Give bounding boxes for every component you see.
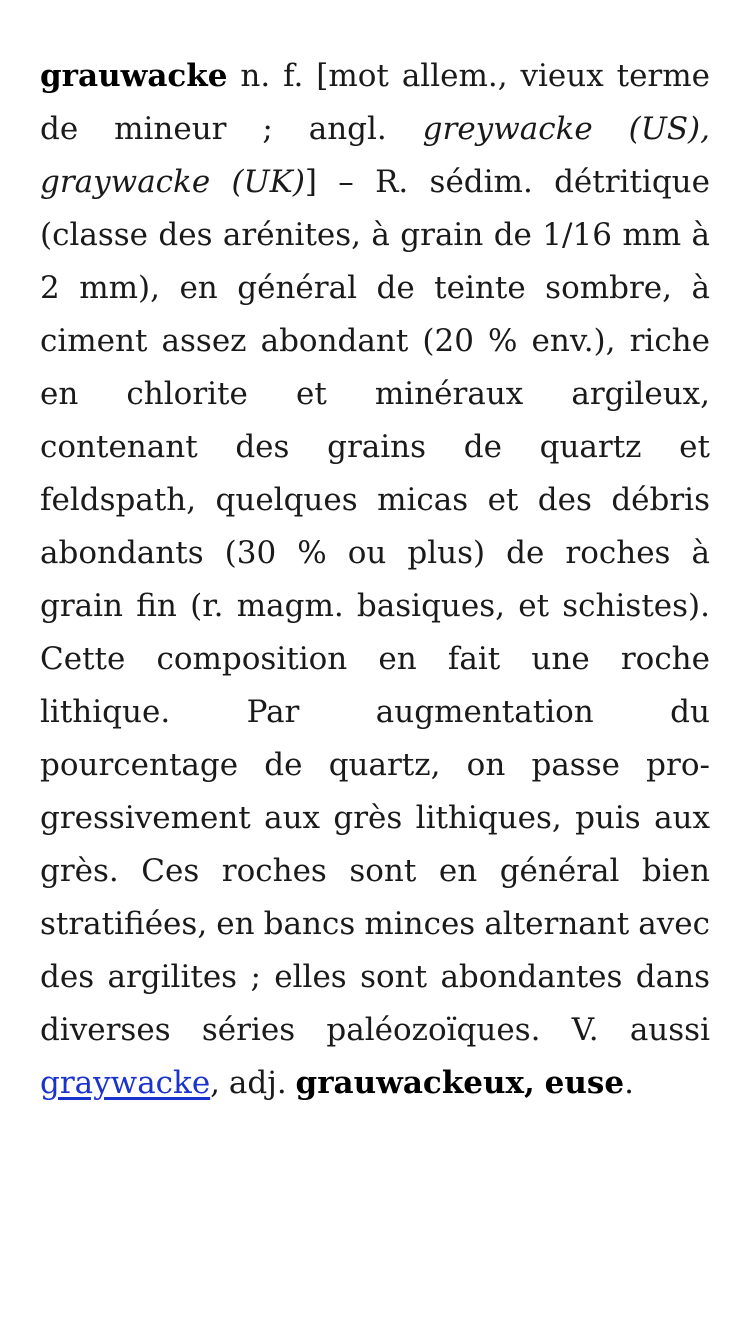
entry-english-forms: greywacke (US), graywacke (UK) xyxy=(40,111,710,200)
entry-adj-intro: , adj. xyxy=(210,1065,296,1101)
entry-derived-form: grauwackeux, euse xyxy=(295,1065,625,1101)
entry-definition: – R. sédim. détritique (classe des arénites, à grain de 1/16 mm à 2 mm), en général de teinte sombre, à ciment assez abondant (20 % env.), riche en chlorite et minéraux argileux, contenant des grains de quartz et feldspath, quelques micas et des débris abondants (30 % ou plus) de roches à grain fin (r. magm. basiques, et schistes). Cette composition en fait une roche lithique. Par augmentation du pourcentage de quartz, on passe progressivement aux grès lithiques, puis aux grès. Ces roches sont en général bien stratifiées, en bancs minces alternant avec des argilites ; elles sont abondantes dans diverses séries paléozoïques. V. aussi xyxy=(40,164,710,1048)
entry-bracket-close: ] xyxy=(304,164,318,200)
see-also-link[interactable]: graywacke xyxy=(40,1065,211,1101)
entry-grammar: n. f. [mot allem., vieux terme de mineur ; angl. xyxy=(40,58,710,147)
entry-final-period: . xyxy=(624,1065,634,1101)
entry-headword: grauwacke xyxy=(40,58,228,94)
dictionary-entry xyxy=(40,50,710,1110)
